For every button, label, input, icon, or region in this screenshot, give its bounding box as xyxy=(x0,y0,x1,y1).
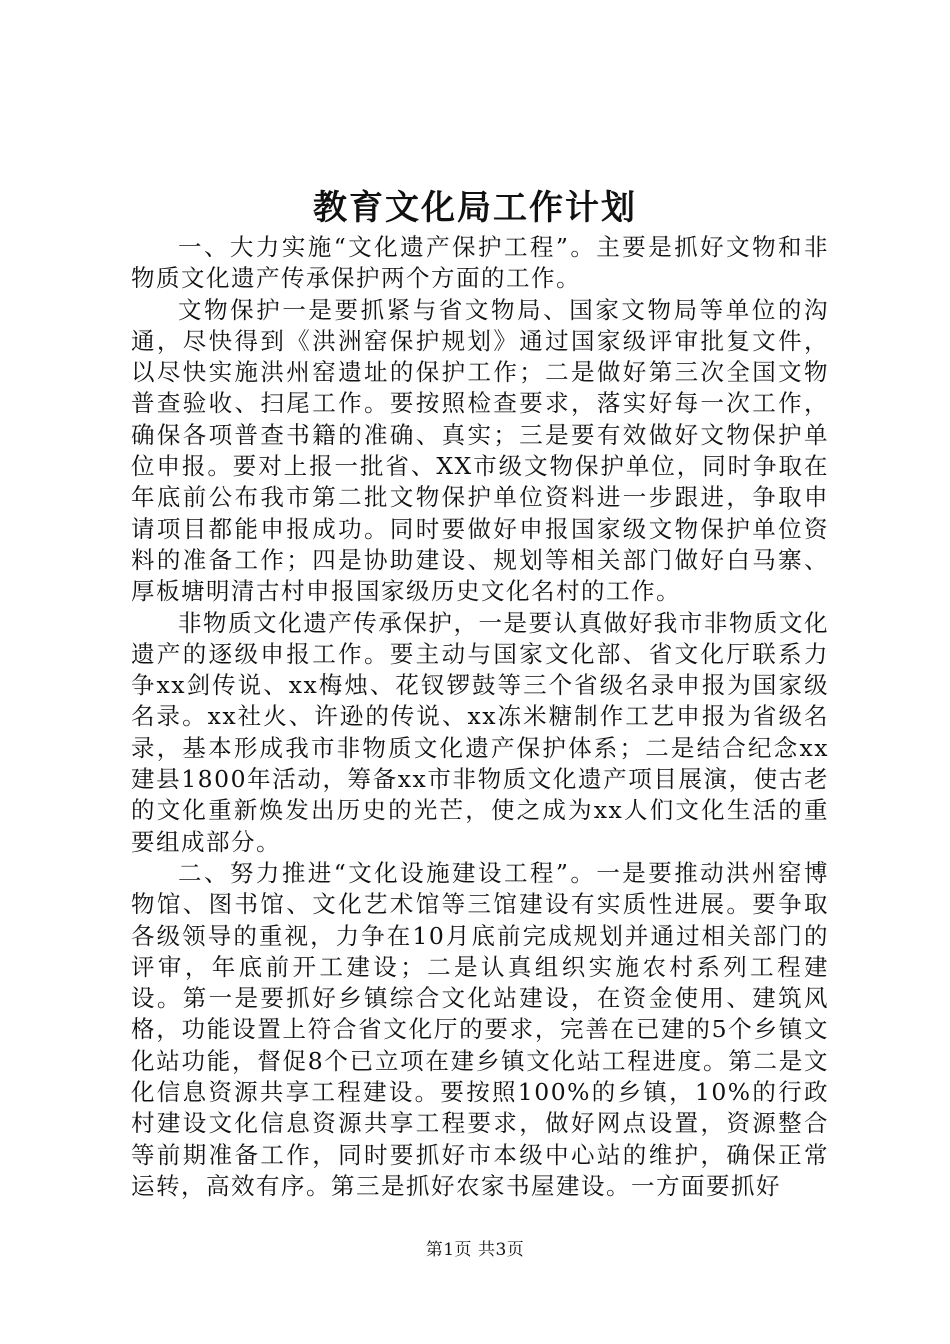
page-title: 教育文化局工作计划 xyxy=(313,188,637,228)
paragraph-relic-protection: 文物保护一是要抓紧与省文物局、国家文物局等单位的沟通，尽快得到《洪洲窑保护规划》通过国家级评审批复文件，以尽快实施洪州窑遗址的保护工作；二是做好第三次全国文物普查验收、扫尾工作。要按照检查要求，落实好每一次工作，确保各项普查书籍的准确、真实；三是要有效做好文物保护单位申报。要对上报一批省、XX市级文物保护单位，同时争取在年底前公布我市第二批文物保护单位资料进一步跟进，争取申请项目都能申报成功。同时要做好申报国家级文物保护单位资料的准备工作；四是协助建设、规划等相关部门做好白马寨、厚板塘明清古村申报国家级历史文化名村的工作。 xyxy=(131,295,829,606)
paragraph-cultural-heritage-project: 一、大力实施“文化遗产保护工程”。主要是抓好文物和非物质文化遗产传承保护两个方面的工作。 xyxy=(131,233,829,293)
page-number: 第1页 共3页 xyxy=(425,1240,525,1260)
paragraph-cultural-facilities-project: 二、努力推进“文化设施建设工程”。一是要推动洪州窑博物馆、图书馆、文化艺术馆等三馆建设有实质性进展。要争取各级领导的重视，力争在10月底前完成规划并通过相关部门的评审，年底前开工建设；二是认真组织实施农村系列工程建设。第一是要抓好乡镇综合文化站建设，在资金使用、建筑风格，功能设置上符合省文化厅的要求，完善在已建的5个乡镇文化站功能，督促8个已立项在建乡镇文化站工程进度。第二是文化信息资源共享工程建设。要按照100%的乡镇，10%的行政村建设文化信息资源共享工程要求，做好网点设置，资源整合等前期准备工作，同时要抓好市本级中心站的维护，确保正常运转，高效有序。第三是抓好农家书屋建设。一方面要抓好 xyxy=(131,858,829,1200)
paragraph-intangible-heritage: 非物质文化遗产传承保护，一是要认真做好我市非物质文化遗产的逐级申报工作。要主动与国家文化部、省文化厅联系力争xx剑传说、xx梅烛、花钗锣鼓等三个省级名录申报为国家级名录。xx社火、许逊的传说、xx冻米糖制作工艺申报为省级名录，基本形成我市非物质文化遗产保护体系；二是结合纪念xx建县1800年活动，筹备xx市非物质文化遗产项目展演，使古老的文化重新焕发出历史的光芒，使之成为xx人们文化生活的重要组成部分。 xyxy=(131,608,829,856)
document-body xyxy=(131,232,829,1202)
